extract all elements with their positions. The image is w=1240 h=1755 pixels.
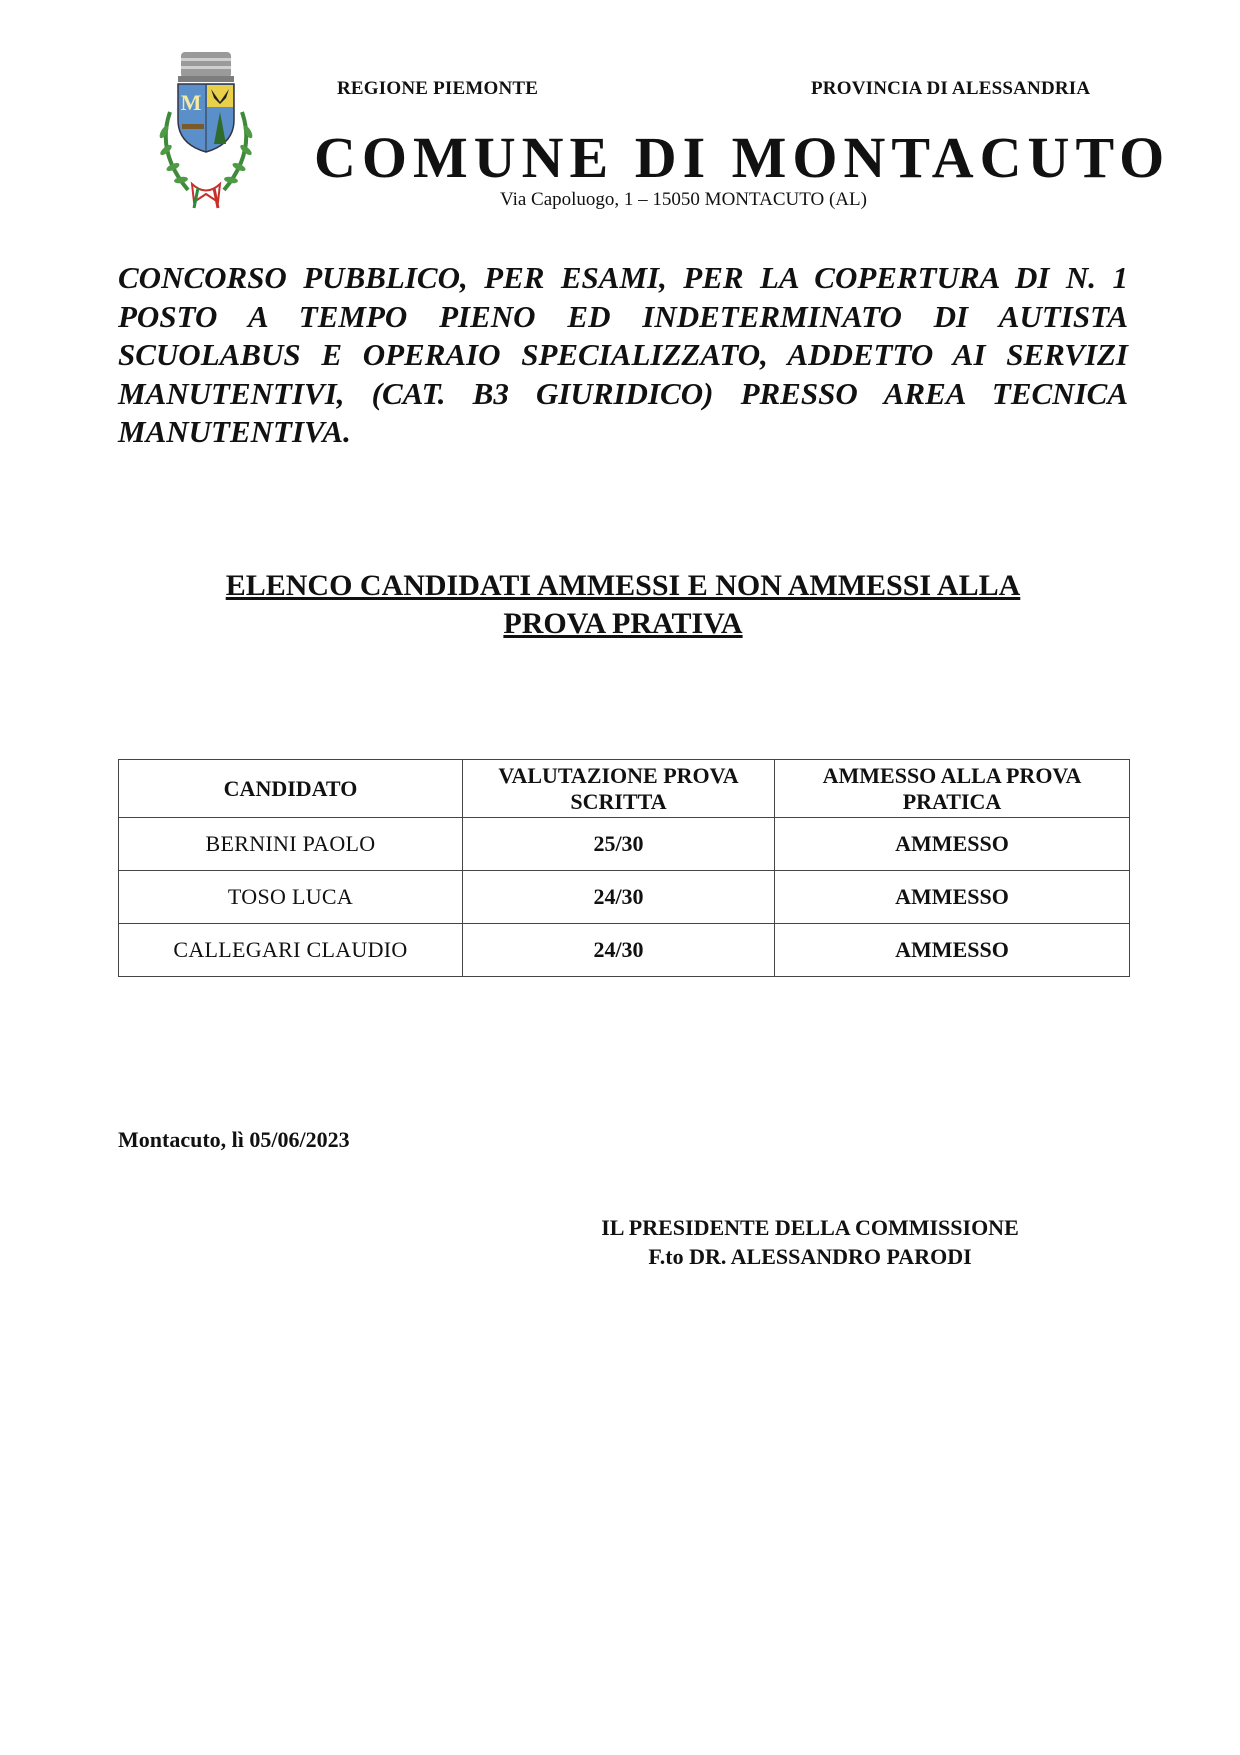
municipal-crest-icon [148,52,263,217]
candidates-table [118,759,1130,977]
table-row [119,818,1130,871]
signatory-name: F.to DR. ALESSANDRO PARODI [648,1244,972,1269]
table-row [119,871,1130,924]
list-heading-line2: PROVA PRATIVA [503,607,743,640]
province-label: PROVINCIA DI ALESSANDRIA [811,78,1091,99]
candidate-name: BERNINI PAOLO [119,818,463,871]
list-heading-line1: ELENCO CANDIDATI AMMESSI E NON AMMESSI ALLA [225,569,1021,602]
list-heading [118,567,1128,643]
table-header-row [119,760,1130,818]
column-header-admission: AMMESSO ALLA PROVA PRATICA [775,760,1130,818]
admission-status: AMMESSO [775,871,1130,924]
region-label: REGIONE PIEMONTE [337,78,539,99]
written-score: 24/30 [463,924,775,977]
signature-block [560,1213,1060,1271]
column-header-written-score: VALUTAZIONE PROVA SCRITTA [463,760,775,818]
candidate-name: CALLEGARI CLAUDIO [119,924,463,977]
competition-title: CONCORSO PUBBLICO, PER ESAMI, PER LA COPERTURA DI N. 1 POSTO A TEMPO PIENO ED INDETERMINATO DI AUTISTA SCUOLABUS E OPERAIO SPECIALIZZATO, ADDETTO AI SERVIZI MANUTENTIVI, (CAT. B3 GIURIDICO) PRESSO AREA TECNICA MANUTENTIVA. [118,260,1128,449]
municipality-title: COMUNE DI MONTACUTO [314,125,1171,190]
column-header-candidate: CANDIDATO [119,760,463,818]
signatory-role: IL PRESIDENTE DELLA COMMISSIONE [601,1215,1019,1240]
place-date: Montacuto, lì 05/06/2023 [118,1127,350,1152]
municipality-address: Via Capoluogo, 1 – 15050 MONTACUTO (AL) [500,189,867,210]
svg-text:M: M [180,90,202,115]
candidate-name: TOSO LUCA [119,871,463,924]
table-row [119,924,1130,977]
written-score: 25/30 [463,818,775,871]
admission-status: AMMESSO [775,818,1130,871]
written-score: 24/30 [463,871,775,924]
admission-status: AMMESSO [775,924,1130,977]
